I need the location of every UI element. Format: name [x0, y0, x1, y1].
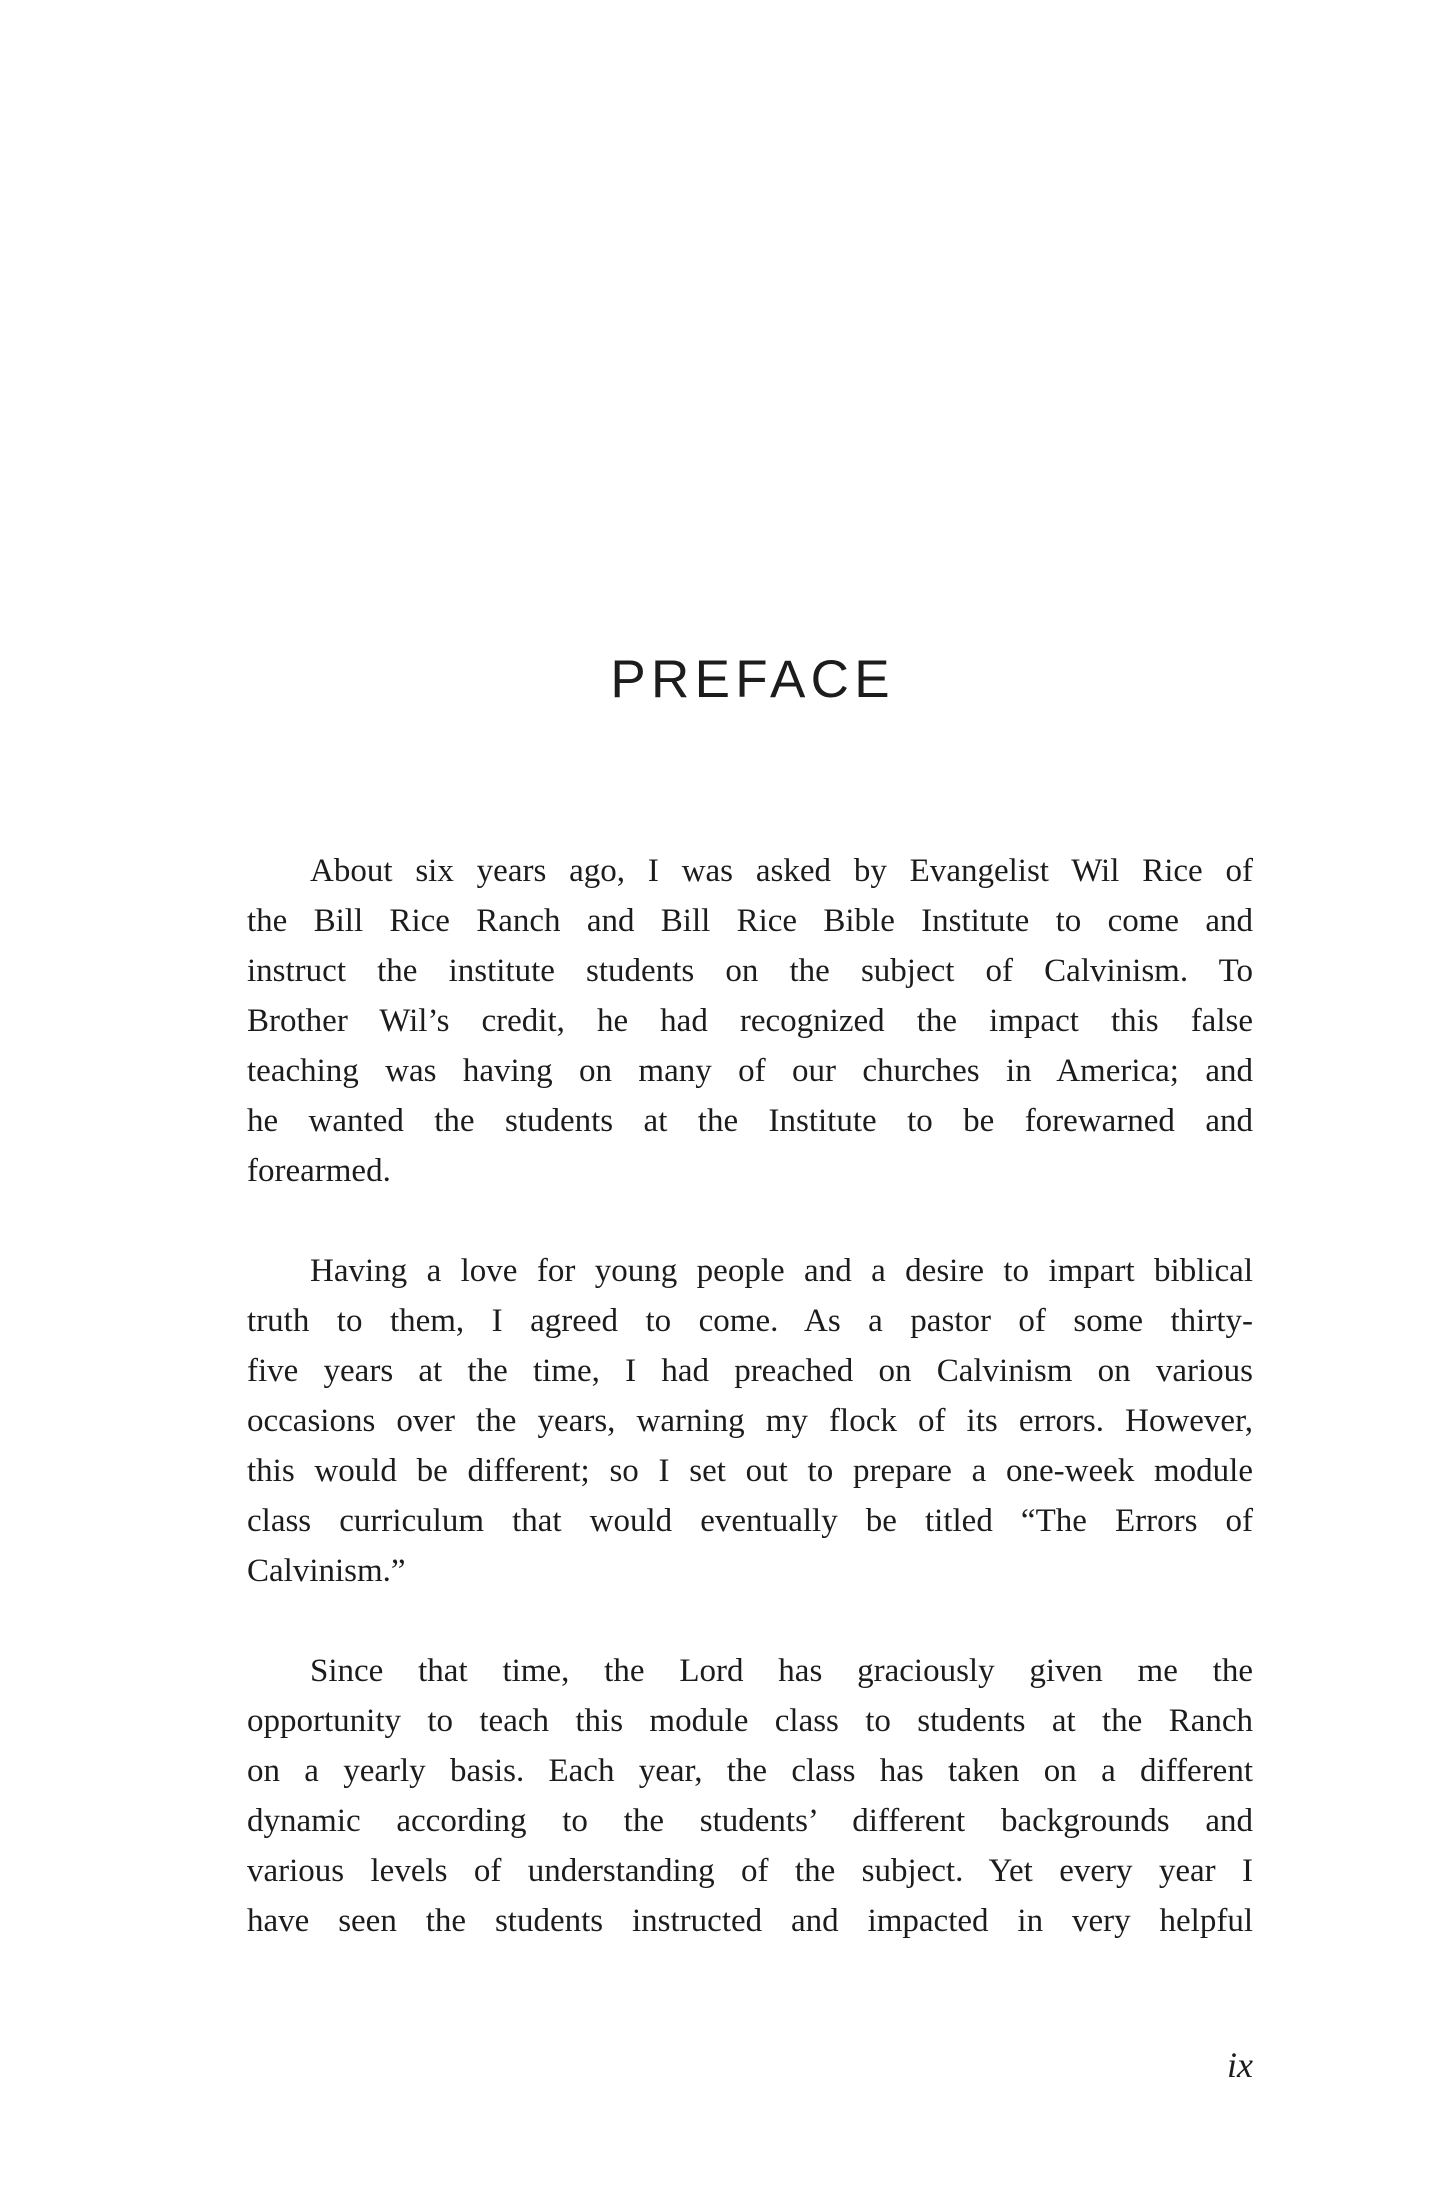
text-line: occasions over the years, warning my flock of its errors. However,	[247, 1403, 1253, 1439]
paragraph	[247, 1646, 1253, 1946]
text-line: have seen the students instructed and impacted in very helpful	[247, 1903, 1253, 1939]
text-line: Brother Wil’s credit, he had recognized the impact this false	[247, 1003, 1253, 1039]
text-line: truth to them, I agreed to come. As a pastor of some thirty-	[247, 1303, 1253, 1339]
text-line: teaching was having on many of our churches in America; and	[247, 1053, 1253, 1089]
text-line: opportunity to teach this module class to students at the Ranch	[247, 1703, 1253, 1739]
page-number: ix	[1227, 2045, 1253, 2085]
text-line: he wanted the students at the Institute to be forewarned and	[247, 1103, 1253, 1139]
chapter-heading: PREFACE	[610, 650, 895, 709]
paragraph	[247, 1246, 1253, 1596]
text-line: About six years ago, I was asked by Evangelist Wil Rice of	[310, 853, 1253, 889]
text-line: dynamic according to the students’ different backgrounds and	[247, 1803, 1253, 1839]
text-line: various levels of understanding of the subject. Yet every year I	[247, 1853, 1253, 1889]
text-line: Having a love for young people and a desire to impart biblical	[310, 1253, 1253, 1289]
paragraph	[247, 846, 1253, 1196]
text-line: on a yearly basis. Each year, the class has taken on a different	[247, 1753, 1253, 1789]
text-line: forearmed.	[247, 1153, 391, 1189]
text-line: five years at the time, I had preached on Calvinism on various	[247, 1353, 1253, 1389]
text-line: instruct the institute students on the subject of Calvinism. To	[247, 953, 1253, 989]
text-line: this would be different; so I set out to prepare a one-week module	[247, 1453, 1253, 1489]
text-line: the Bill Rice Ranch and Bill Rice Bible Institute to come and	[247, 903, 1253, 939]
text-line: Since that time, the Lord has graciously given me the	[310, 1653, 1253, 1689]
text-line: Calvinism.”	[247, 1553, 406, 1589]
text-line: class curriculum that would eventually be titled “The Errors of	[247, 1503, 1253, 1539]
body-text	[247, 846, 1253, 1996]
